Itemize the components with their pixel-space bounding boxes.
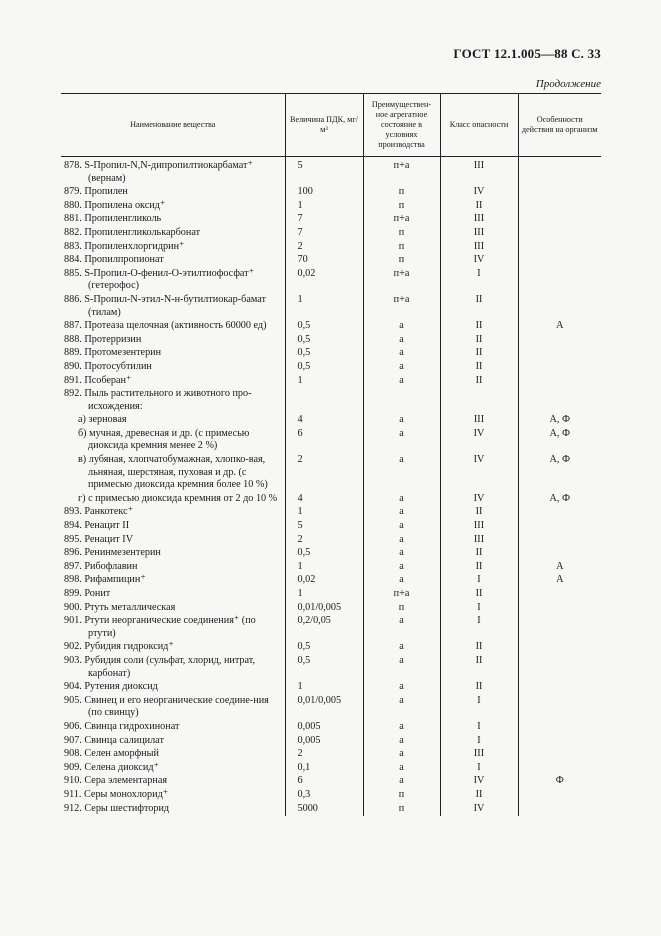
- effect-cell: [518, 789, 601, 803]
- aggregate-state-cell: а: [363, 561, 440, 575]
- table-row: [61, 493, 601, 507]
- hazard-class-cell: I: [440, 268, 518, 294]
- substance-name-cell: 910. Сера элементарная: [64, 775, 168, 787]
- table-row: [61, 454, 601, 493]
- table-row: [61, 735, 601, 749]
- aggregate-state-cell: а: [363, 574, 440, 588]
- pdk-value-cell: 7: [285, 227, 363, 241]
- aggregate-state-cell: а: [363, 775, 440, 789]
- pdk-value-cell: 1: [285, 561, 363, 575]
- effect-cell: А, Ф: [518, 493, 601, 507]
- page-header-title: ГОСТ 12.1.005—88 С. 33: [453, 46, 601, 61]
- table-row: [61, 588, 601, 602]
- effect-cell: [518, 388, 601, 414]
- table-row: [61, 520, 601, 534]
- hazard-class-cell: III: [440, 414, 518, 428]
- substance-name-cell: 891. Псоберан⁺: [64, 374, 132, 386]
- substance-name-cell: 903. Рубидия соли (сульфат, хлорид, нитрат, карбонат): [64, 654, 256, 679]
- hazard-class-cell: II: [440, 375, 518, 389]
- substance-name-cell: 887. Протеаза щелочная (активность 60000 ед): [64, 320, 267, 332]
- hazard-class-cell: II: [440, 334, 518, 348]
- aggregate-state-cell: а: [363, 320, 440, 334]
- pdk-value-cell: 0,5: [285, 655, 363, 681]
- table-row: [61, 361, 601, 375]
- hazard-class-cell: III: [440, 241, 518, 255]
- aggregate-state-cell: а: [363, 721, 440, 735]
- substance-name-cell: 879. Пропилен: [64, 186, 128, 198]
- hazard-class-cell: [440, 388, 518, 414]
- table-row: [61, 414, 601, 428]
- aggregate-state-cell: а: [363, 534, 440, 548]
- pdk-value-cell: 0,5: [285, 361, 363, 375]
- table-row: [61, 320, 601, 334]
- hazard-class-cell: I: [440, 762, 518, 776]
- effect-cell: [518, 735, 601, 749]
- aggregate-state-cell: а: [363, 695, 440, 721]
- table-row: [61, 268, 601, 294]
- aggregate-state-cell: а: [363, 641, 440, 655]
- substance-name-cell: 905. Свинец и его неорганические соедине-ния (по свинцу): [64, 694, 269, 719]
- aggregate-state-cell: п: [363, 227, 440, 241]
- aggregate-state-cell: п: [363, 186, 440, 200]
- table-row: [61, 561, 601, 575]
- hazard-class-cell: II: [440, 655, 518, 681]
- hazard-class-cell: II: [440, 320, 518, 334]
- table-row: [61, 347, 601, 361]
- aggregate-state-cell: п: [363, 789, 440, 803]
- hazard-class-cell: I: [440, 615, 518, 641]
- column-header-state: Преимуществен-ное агрегатное состояние в условиях производства: [363, 94, 440, 157]
- table-row: [61, 213, 601, 227]
- hazard-class-cell: III: [440, 227, 518, 241]
- substance-name-cell: 904. Рутения диоксид: [64, 681, 158, 693]
- substance-name-cell: в) лубяная, хлопчатобумажная, хлопко-вая, льняная, шерстяная, пуховая и др. (с примесью диоксида кремния более 10 %): [78, 454, 268, 491]
- substance-name-cell: 895. Ренацит IV: [64, 533, 134, 545]
- substance-name-cell: 909. Селена диоксид⁺: [64, 761, 159, 773]
- substance-name-cell: 889. Протомезентерин: [64, 347, 162, 359]
- aggregate-state-cell: а: [363, 655, 440, 681]
- aggregate-state-cell: а: [363, 414, 440, 428]
- hazard-class-cell: II: [440, 588, 518, 602]
- table-row: [61, 775, 601, 789]
- aggregate-state-cell: а: [363, 748, 440, 762]
- hazard-class-cell: III: [440, 213, 518, 227]
- substance-name-cell: 894. Ренацит II: [64, 520, 130, 532]
- pdk-value-cell: 4: [285, 414, 363, 428]
- aggregate-state-cell: п+а: [363, 213, 440, 227]
- hazard-class-cell: I: [440, 602, 518, 616]
- pdk-value-cell: 100: [285, 186, 363, 200]
- substances-table: [61, 93, 601, 816]
- table-row: [61, 227, 601, 241]
- pdk-value-cell: 0,02: [285, 268, 363, 294]
- substance-name-cell: 901. Ртути неорганические соединения⁺ (по ртути): [64, 615, 256, 639]
- substance-name-cell: 892. Пыль растительного и животного про-исхождения:: [64, 388, 252, 412]
- effect-cell: [518, 762, 601, 776]
- effect-cell: [518, 506, 601, 520]
- table-row: [61, 547, 601, 561]
- substance-name-cell: б) мучная, древесная и др. (с примесью диоксида кремния менее 2 %): [78, 427, 250, 452]
- hazard-class-cell: II: [440, 347, 518, 361]
- pdk-value-cell: 6: [285, 428, 363, 454]
- table-body: [61, 157, 601, 817]
- effect-cell: [518, 602, 601, 616]
- hazard-class-cell: II: [440, 641, 518, 655]
- table-row: [61, 254, 601, 268]
- substance-name-cell: 885. S-Пропил-О-фенил-О-этилтиофосфат⁺ (гетерофос): [64, 267, 255, 292]
- table-row: [61, 506, 601, 520]
- pdk-value-cell: 0,005: [285, 735, 363, 749]
- aggregate-state-cell: а: [363, 547, 440, 561]
- aggregate-state-cell: п: [363, 602, 440, 616]
- pdk-value-cell: 1: [285, 681, 363, 695]
- table-row: [61, 681, 601, 695]
- table-row: [61, 294, 601, 320]
- hazard-class-cell: IV: [440, 454, 518, 493]
- column-header-effect: Особенности действия на организм: [518, 94, 601, 157]
- effect-cell: А: [518, 320, 601, 334]
- substance-name-cell: 881. Пропиленгликоль: [64, 213, 162, 225]
- aggregate-state-cell: п: [363, 200, 440, 214]
- table-row: [61, 803, 601, 817]
- substance-name-cell: 908. Селен аморфный: [64, 748, 159, 760]
- aggregate-state-cell: п: [363, 803, 440, 817]
- table-row: [61, 241, 601, 255]
- effect-cell: [518, 200, 601, 214]
- aggregate-state-cell: п: [363, 254, 440, 268]
- hazard-class-cell: II: [440, 200, 518, 214]
- effect-cell: [518, 347, 601, 361]
- effect-cell: [518, 655, 601, 681]
- effect-cell: [518, 520, 601, 534]
- hazard-class-cell: IV: [440, 254, 518, 268]
- hazard-class-cell: II: [440, 294, 518, 320]
- substance-name-cell: 897. Рибофлавин: [64, 560, 138, 572]
- pdk-value-cell: 1: [285, 294, 363, 320]
- pdk-value-cell: 0,1: [285, 762, 363, 776]
- pdk-value-cell: 0,5: [285, 320, 363, 334]
- substance-name-cell: 896. Ренинмезентерин: [64, 547, 161, 559]
- hazard-class-cell: II: [440, 547, 518, 561]
- continuation-label: Продолжение: [535, 78, 601, 90]
- substances-table-wrapper: [61, 93, 601, 816]
- hazard-class-cell: II: [440, 506, 518, 520]
- hazard-class-cell: IV: [440, 493, 518, 507]
- pdk-value-cell: 1: [285, 200, 363, 214]
- effect-cell: [518, 268, 601, 294]
- substance-name-cell: 882. Пропиленгликолькарбонат: [64, 226, 201, 238]
- effect-cell: [518, 681, 601, 695]
- hazard-class-cell: I: [440, 574, 518, 588]
- aggregate-state-cell: а: [363, 347, 440, 361]
- aggregate-state-cell: а: [363, 506, 440, 520]
- aggregate-state-cell: п+а: [363, 157, 440, 187]
- table-row: [61, 641, 601, 655]
- pdk-value-cell: 5: [285, 520, 363, 534]
- substance-name-cell: 911. Серы монохлорид⁺: [64, 788, 169, 800]
- aggregate-state-cell: п+а: [363, 588, 440, 602]
- effect-cell: [518, 588, 601, 602]
- effect-cell: Ф: [518, 775, 601, 789]
- effect-cell: [518, 615, 601, 641]
- aggregate-state-cell: а: [363, 762, 440, 776]
- pdk-value-cell: 5000: [285, 803, 363, 817]
- effect-cell: [518, 334, 601, 348]
- substance-name-cell: 912. Серы шестифторид: [64, 802, 170, 814]
- effect-cell: [518, 641, 601, 655]
- pdk-value-cell: [285, 388, 363, 414]
- table-row: [61, 721, 601, 735]
- aggregate-state-cell: а: [363, 454, 440, 493]
- table-row: [61, 602, 601, 616]
- aggregate-state-cell: п: [363, 241, 440, 255]
- substance-name-cell: 886. S-Пропил-N-этил-N-н-бутилтиокар-бамат (тилам): [64, 293, 266, 318]
- hazard-class-cell: IV: [440, 186, 518, 200]
- table-row: [61, 157, 601, 187]
- table-row: [61, 428, 601, 454]
- pdk-value-cell: 2: [285, 534, 363, 548]
- hazard-class-cell: IV: [440, 428, 518, 454]
- table-row: [61, 748, 601, 762]
- table-row: [61, 186, 601, 200]
- hazard-class-cell: I: [440, 721, 518, 735]
- table-row: [61, 200, 601, 214]
- aggregate-state-cell: а: [363, 615, 440, 641]
- pdk-value-cell: 2: [285, 454, 363, 493]
- table-row: [61, 615, 601, 641]
- hazard-class-cell: IV: [440, 803, 518, 817]
- aggregate-state-cell: а: [363, 428, 440, 454]
- effect-cell: [518, 748, 601, 762]
- pdk-value-cell: 0,2/0,05: [285, 615, 363, 641]
- effect-cell: А: [518, 574, 601, 588]
- substance-name-cell: 890. Протосубтилин: [64, 360, 152, 372]
- effect-cell: [518, 803, 601, 817]
- pdk-value-cell: 2: [285, 241, 363, 255]
- aggregate-state-cell: а: [363, 493, 440, 507]
- table-header-row: [61, 94, 601, 157]
- aggregate-state-cell: а: [363, 361, 440, 375]
- effect-cell: [518, 375, 601, 389]
- column-header-pdk: Величина ПДК, мг/м³: [285, 94, 363, 157]
- aggregate-state-cell: п+а: [363, 268, 440, 294]
- effect-cell: [518, 695, 601, 721]
- aggregate-state-cell: п+а: [363, 294, 440, 320]
- substance-name-cell: г) с примесью диоксида кремния от 2 до 10 %: [78, 492, 278, 504]
- hazard-class-cell: IV: [440, 775, 518, 789]
- pdk-value-cell: 0,5: [285, 334, 363, 348]
- pdk-value-cell: 4: [285, 493, 363, 507]
- effect-cell: [518, 213, 601, 227]
- effect-cell: А, Ф: [518, 414, 601, 428]
- pdk-value-cell: 0,5: [285, 641, 363, 655]
- effect-cell: [518, 241, 601, 255]
- hazard-class-cell: II: [440, 789, 518, 803]
- table-row: [61, 334, 601, 348]
- substance-name-cell: 899. Ронит: [64, 588, 111, 599]
- table-row: [61, 574, 601, 588]
- aggregate-state-cell: а: [363, 735, 440, 749]
- effect-cell: [518, 254, 601, 268]
- aggregate-state-cell: а: [363, 375, 440, 389]
- pdk-value-cell: 0,01/0,005: [285, 695, 363, 721]
- table-row: [61, 534, 601, 548]
- pdk-value-cell: 1: [285, 506, 363, 520]
- substance-name-cell: 902. Рубидия гидроксид⁺: [64, 641, 174, 653]
- substance-name-cell: 888. Протерризин: [64, 333, 142, 345]
- table-row: [61, 388, 601, 414]
- pdk-value-cell: 0,005: [285, 721, 363, 735]
- effect-cell: [518, 721, 601, 735]
- table-row: [61, 655, 601, 681]
- substance-name-cell: 898. Рифампицин⁺: [64, 574, 146, 586]
- substance-name-cell: 884. Пропилпропионат: [64, 254, 164, 266]
- hazard-class-cell: II: [440, 361, 518, 375]
- pdk-value-cell: 1: [285, 375, 363, 389]
- effect-cell: [518, 294, 601, 320]
- substance-name-cell: 907. Свинца салицилат: [64, 734, 164, 746]
- aggregate-state-cell: а: [363, 520, 440, 534]
- pdk-value-cell: 0,02: [285, 574, 363, 588]
- effect-cell: А, Ф: [518, 454, 601, 493]
- substance-name-cell: 906. Свинца гидрохинонат: [64, 720, 180, 732]
- pdk-value-cell: 0,5: [285, 547, 363, 561]
- pdk-value-cell: 70: [285, 254, 363, 268]
- aggregate-state-cell: а: [363, 681, 440, 695]
- substance-name-cell: 900. Ртуть металлическая: [64, 601, 176, 613]
- table-row: [61, 695, 601, 721]
- hazard-class-cell: I: [440, 735, 518, 749]
- hazard-class-cell: III: [440, 520, 518, 534]
- pdk-value-cell: 1: [285, 588, 363, 602]
- effect-cell: [518, 186, 601, 200]
- pdk-value-cell: 0,01/0,005: [285, 602, 363, 616]
- effect-cell: [518, 547, 601, 561]
- effect-cell: А, Ф: [518, 428, 601, 454]
- substance-name-cell: 878. S-Пропил-N,N-дипропилтиокарбамат⁺ (вернам): [64, 160, 253, 184]
- pdk-value-cell: 5: [285, 157, 363, 187]
- hazard-class-cell: I: [440, 695, 518, 721]
- column-header-class: Класс опасности: [440, 94, 518, 157]
- effect-cell: [518, 227, 601, 241]
- substance-name-cell: 893. Ранкотекс⁺: [64, 506, 133, 518]
- pdk-value-cell: 0,5: [285, 347, 363, 361]
- aggregate-state-cell: а: [363, 334, 440, 348]
- pdk-value-cell: 0,3: [285, 789, 363, 803]
- table-row: [61, 789, 601, 803]
- substance-name-cell: а) зерновая: [78, 414, 127, 426]
- column-header-name: Наименование вещества: [61, 94, 285, 157]
- pdk-value-cell: 7: [285, 213, 363, 227]
- table-row: [61, 375, 601, 389]
- aggregate-state-cell: [363, 388, 440, 414]
- effect-cell: [518, 534, 601, 548]
- hazard-class-cell: III: [440, 534, 518, 548]
- effect-cell: [518, 361, 601, 375]
- effect-cell: [518, 157, 601, 187]
- pdk-value-cell: 2: [285, 748, 363, 762]
- pdk-value-cell: 6: [285, 775, 363, 789]
- hazard-class-cell: III: [440, 748, 518, 762]
- effect-cell: А: [518, 561, 601, 575]
- hazard-class-cell: II: [440, 561, 518, 575]
- substance-name-cell: 880. Пропилена оксид⁺: [64, 199, 166, 211]
- hazard-class-cell: III: [440, 157, 518, 187]
- hazard-class-cell: II: [440, 681, 518, 695]
- substance-name-cell: 883. Пропиленхлоргидрин⁺: [64, 240, 185, 252]
- table-row: [61, 762, 601, 776]
